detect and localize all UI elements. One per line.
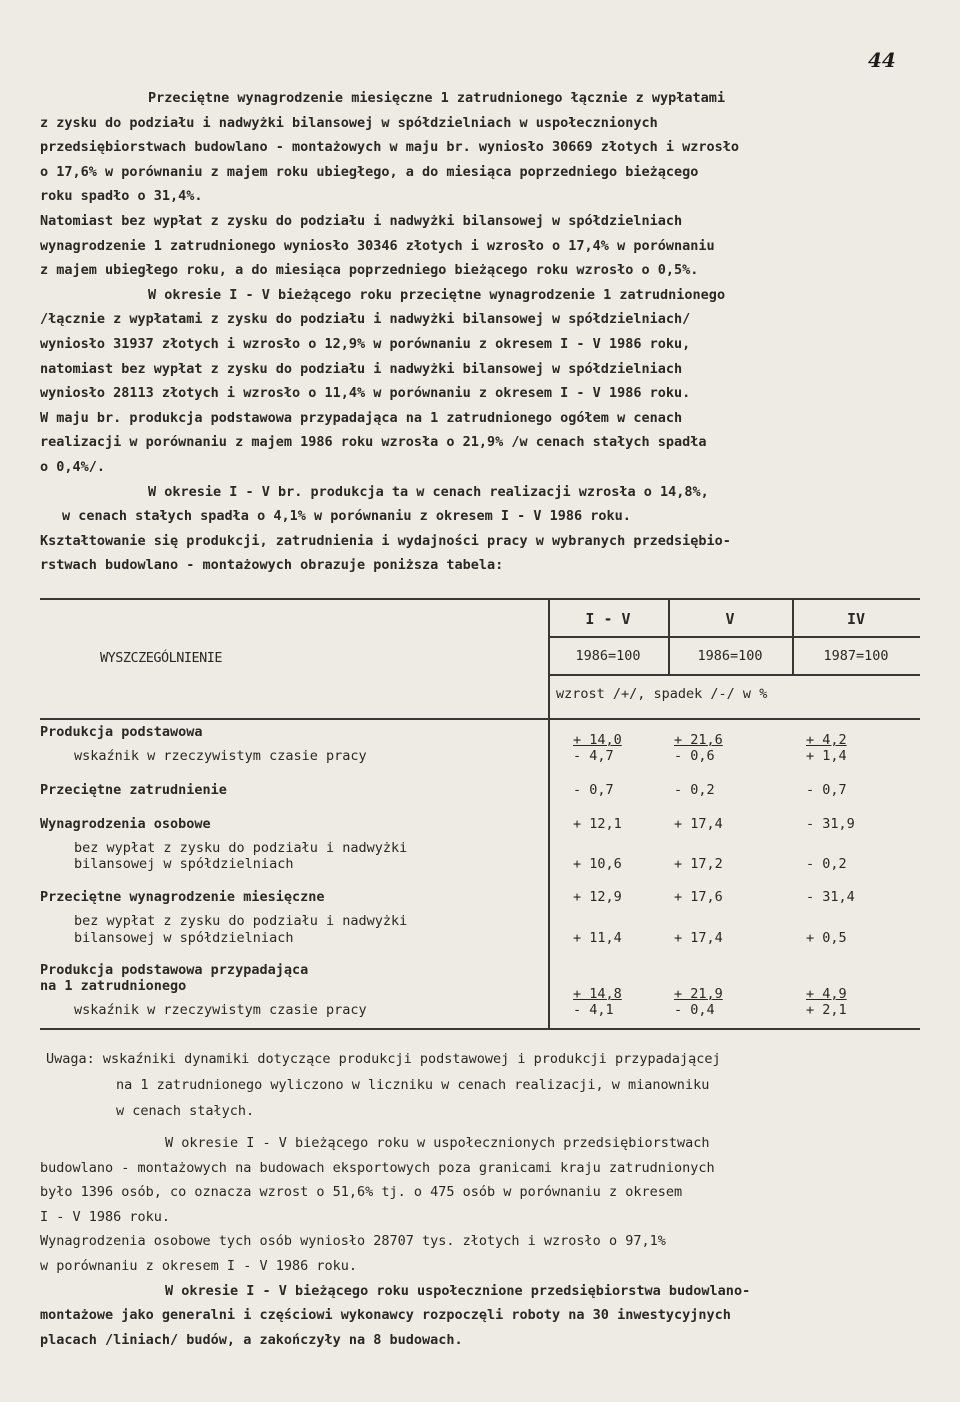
value-cell: + 11,4 <box>573 930 622 946</box>
text-line: Natomiast bez wypłat z zysku do podziału i nadwyżki bilansowej w spółdzielniach <box>40 212 683 229</box>
closing-text <box>40 1131 920 1352</box>
text-line: natomiast bez wypłat z zysku do podziału i nadwyżki bilansowej w spółdzielniach <box>40 360 683 377</box>
text-line: w cenach stałych spadła o 4,1% w porównaniu z okresem I - V 1986 roku. <box>62 508 631 525</box>
text-line: Uwaga: wskaźniki dynamiki dotyczące produkcji podstawowej i produkcji przypadającej <box>46 1051 721 1067</box>
value-cell: + 2,1 <box>806 1002 847 1018</box>
row-label: Produkcja podstawowa <box>40 724 203 740</box>
value-cell: + 12,1 <box>573 816 622 832</box>
row-label: na 1 zatrudnionego <box>40 978 187 994</box>
row-sublabel: bilansowej w spółdzielniach <box>74 930 294 946</box>
value-cell: - 0,7 <box>806 782 847 798</box>
text-line: placach /liniach/ budów, a zakończyły na 8 budowach. <box>40 1331 463 1348</box>
value-cell: + 12,9 <box>573 889 622 905</box>
text-line: W okresie I - V bieżącego roku uspołecznione przedsiębiorstwa budowlano- <box>165 1282 751 1299</box>
value-cell: + 1,4 <box>806 748 847 764</box>
page-number: 44 <box>868 48 896 72</box>
text-line: W okresie I - V br. produkcja ta w cenach realizacji wzrosła o 14,8%, <box>148 483 709 500</box>
text-line: budowlano - montażowych na budowach eksportowych poza granicami kraju zatrudnionych <box>40 1159 715 1176</box>
text-line: Wynagrodzenia osobowe tych osób wyniosło 28707 tys. złotych i wzrosło o 97,1% <box>40 1233 666 1250</box>
base-header: 1986=100 <box>697 648 763 664</box>
value-cell: + 14,8 <box>573 986 622 1002</box>
row-sublabel: bez wypłat z zysku do podziału i nadwyżki <box>74 913 408 929</box>
row-sublabel: bez wypłat z zysku do podziału i nadwyżki <box>74 840 408 856</box>
value-cell: + 21,6 <box>674 732 723 748</box>
value-cell: + 4,9 <box>806 986 847 1002</box>
row-label: Przeciętne zatrudnienie <box>40 782 227 798</box>
text-line: było 1396 osób, co oznacza wzrost o 51,6% tj. o 475 osób w porównaniu z okresem <box>40 1184 683 1201</box>
row-label: Produkcja podstawowa przypadająca <box>40 962 309 978</box>
value-cell: + 0,5 <box>806 930 847 946</box>
value-cell: + 4,2 <box>806 732 847 748</box>
stub-header: WYSZCZEGÓLNIENIE <box>100 650 223 666</box>
value-cell: - 31,4 <box>806 889 855 905</box>
text-line: Kształtowanie się produkcji, zatrudnienia i wydajności pracy w wybranych przedsiębio- <box>40 532 731 549</box>
value-cell: - 0,4 <box>674 1002 715 1018</box>
text-line: wynagrodzenie 1 zatrudnionego wyniosło 30346 złotych i wzrosło o 17,4% w porównaniu <box>40 237 715 254</box>
text-line: wyniosło 31937 złotych i wzrosło o 12,9% w porównaniu z okresem I - V 1986 roku, <box>40 335 691 352</box>
value-cell: - 0,2 <box>806 856 847 872</box>
value-cell: - 0,7 <box>573 782 614 798</box>
period-header: I - V <box>585 610 631 628</box>
row-sublabel: wskaźnik w rzeczywistym czasie pracy <box>74 1002 367 1018</box>
unit-row: wzrost /+/, spadek /-/ w % <box>556 686 768 702</box>
text-line: W maju br. produkcja podstawowa przypadająca na 1 zatrudnionego ogółem w cenach <box>40 409 683 426</box>
value-cell: + 17,4 <box>674 930 723 946</box>
statistics-table <box>40 598 920 1028</box>
text-line: roku spadło o 31,4%. <box>40 188 203 205</box>
value-cell: - 0,6 <box>674 748 715 764</box>
text-line: na 1 zatrudnionego wyliczono w liczniku w cenach realizacji, w mianowniku <box>116 1077 710 1093</box>
text-line: wyniosło 28113 złotych i wzrosło o 11,4% w porównaniu z okresem I - V 1986 roku. <box>40 385 691 402</box>
text-line: w cenach stałych. <box>116 1103 255 1119</box>
text-line: o 17,6% w porównaniu z majem roku ubiegłego, a do miesiąca poprzedniego bieżącego <box>40 163 699 180</box>
row-label: Wynagrodzenia osobowe <box>40 816 211 832</box>
value-cell: + 10,6 <box>573 856 622 872</box>
value-cell: + 17,4 <box>674 816 723 832</box>
value-cell: + 14,0 <box>573 732 622 748</box>
text-line: z majem ubiegłego roku, a do miesiąca poprzedniego bieżącego roku wzrosło o 0,5%. <box>40 262 699 279</box>
value-cell: - 31,9 <box>806 816 855 832</box>
row-sublabel: wskaźnik w rzeczywistym czasie pracy <box>74 748 367 764</box>
base-header: 1987=100 <box>823 648 889 664</box>
text-line: Przeciętne wynagrodzenie miesięczne 1 zatrudnionego łącznie z wypłatami <box>148 90 726 106</box>
text-line: /łącznie z wypłatami z zysku do podziału i nadwyżki bilansowej w spółdzielniach/ <box>40 311 691 328</box>
value-cell: + 17,6 <box>674 889 723 905</box>
row-label: Przeciętne wynagrodzenie miesięczne <box>40 889 325 905</box>
text-line: o 0,4%/. <box>40 458 106 475</box>
text-line: W okresie I - V bieżącego roku przeciętne wynagrodzenie 1 zatrudnionego <box>148 286 726 303</box>
text-line: w porównaniu z okresem I - V 1986 roku. <box>40 1257 357 1274</box>
intro-text <box>40 86 920 578</box>
text-line: przedsiębiorstwach budowlano - montażowych w maju br. wyniosło 30669 złotych i wzrosło <box>40 139 739 156</box>
base-header: 1986=100 <box>575 648 641 664</box>
text-line: z zysku do podziału i nadwyżki bilansowej w spółdzielniach w uspołecznionych <box>40 114 658 131</box>
value-cell: - 4,7 <box>573 748 614 764</box>
value-cell: + 17,2 <box>674 856 723 872</box>
text-line: I - V 1986 roku. <box>40 1208 171 1225</box>
text-line: rstwach budowlano - montażowych obrazuje poniższa tabela: <box>40 557 504 574</box>
value-cell: - 4,1 <box>573 1002 614 1018</box>
value-cell: + 21,9 <box>674 986 723 1002</box>
row-sublabel: bilansowej w spółdzielniach <box>74 856 294 872</box>
text-line: W okresie I - V bieżącego roku w uspołecznionych przedsiębiorstwach <box>165 1135 710 1151</box>
table-note <box>46 1046 926 1124</box>
text-line: realizacji w porównaniu z majem 1986 roku wzrosła o 21,9% /w cenach stałych spadła <box>40 434 707 451</box>
value-cell: - 0,2 <box>674 782 715 798</box>
text-line: montażowe jako generalni i częściowi wykonawcy rozpoczęli roboty na 30 inwestycyjnych <box>40 1307 731 1324</box>
period-header: V <box>725 610 735 628</box>
period-header: IV <box>846 610 866 628</box>
